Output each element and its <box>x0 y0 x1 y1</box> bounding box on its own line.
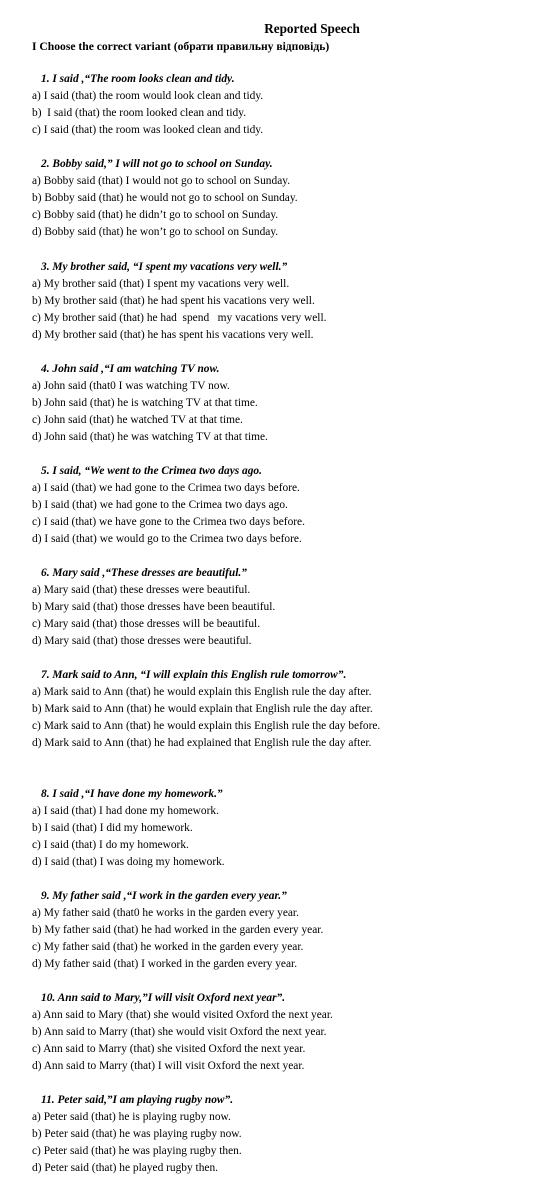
instruction-heading: I Choose the correct variant (обрати правильну відповідь) <box>32 40 330 53</box>
option-c: c) I said (that) the room was looked clean and tidy. <box>32 124 264 136</box>
option-a: a) Bobby said (that) I would not go to school on Sunday. <box>32 175 291 187</box>
question-stem: 5. I said, “We went to the Crimea two days ago. <box>41 465 262 477</box>
option-b: b) Mary said (that) those dresses have been beautiful. <box>32 601 276 613</box>
option-d: d) Bobby said (that) he won’t go to school on Sunday. <box>32 226 279 238</box>
option-d: d) My brother said (that) he has spent his vacations very well. <box>32 329 314 341</box>
option-d: d) Mary said (that) those dresses were beautiful. <box>32 635 252 647</box>
option-c: c) I said (that) I do my homework. <box>32 839 189 851</box>
option-c: c) My brother said (that) he had spend my vacations very well. <box>32 312 327 324</box>
option-a: a) John said (that0 I was watching TV now. <box>32 380 230 392</box>
option-d: d) John said (that) he was watching TV at that time. <box>32 431 268 443</box>
option-a: a) Mary said (that) these dresses were beautiful. <box>32 584 251 596</box>
option-a: a) My father said (that0 he works in the garden every year. <box>32 907 299 919</box>
option-b: b) My brother said (that) he had spent his vacations very well. <box>32 295 315 307</box>
option-d: d) My father said (that) I worked in the garden every year. <box>32 958 298 970</box>
page-title: Reported Speech <box>264 21 360 36</box>
option-b: b) I said (that) we had gone to the Crimea two days ago. <box>32 499 288 511</box>
option-b: b) I said (that) the room looked clean and tidy. <box>32 107 247 119</box>
option-d: d) Ann said to Marry (that) I will visit Oxford the next year. <box>32 1060 305 1072</box>
option-a: a) Mark said to Ann (that) he would explain this English rule the day after. <box>32 686 372 698</box>
question-stem: 8. I said ,“I have done my homework.” <box>41 788 223 800</box>
option-b: b) I said (that) I did my homework. <box>32 822 193 834</box>
option-d: d) I said (that) we would go to the Crimea two days before. <box>32 533 302 545</box>
option-c: c) John said (that) he watched TV at that time. <box>32 414 243 426</box>
option-c: c) My father said (that) he worked in the garden every year. <box>32 941 304 953</box>
question-stem: 6. Mary said ,“These dresses are beautiful.” <box>41 567 247 579</box>
question-stem: 7. Mark said to Ann, “I will explain this English rule tomorrow”. <box>41 669 347 681</box>
option-b: b) My father said (that) he had worked in the garden every year. <box>32 924 324 936</box>
option-a: a) Peter said (that) he is playing rugby now. <box>32 1111 231 1123</box>
option-b: b) Peter said (that) he was playing rugby now. <box>32 1128 242 1140</box>
option-b: b) John said (that) he is watching TV at that time. <box>32 397 258 409</box>
option-c: c) Mark said to Ann (that) he would explain this English rule the day before. <box>32 720 381 732</box>
option-a: a) Ann said to Mary (that) she would visited Oxford the next year. <box>32 1009 333 1021</box>
option-d: d) Peter said (that) he played rugby then. <box>32 1162 218 1174</box>
question-stem: 11. Peter said,”I am playing rugby now”. <box>41 1094 234 1106</box>
option-d: d) I said (that) I was doing my homework. <box>32 856 225 868</box>
option-d: d) Mark said to Ann (that) he had explained that English rule the day after. <box>32 737 372 749</box>
option-c: c) Ann said to Marry (that) she visited Oxford the next year. <box>32 1043 306 1055</box>
question-stem: 10. Ann said to Mary,”I will visit Oxford next year”. <box>41 992 286 1004</box>
option-a: a) I said (that) I had done my homework. <box>32 805 219 817</box>
option-c: c) Bobby said (that) he didn’t go to school on Sunday. <box>32 209 279 221</box>
option-a: a) My brother said (that) I spent my vacations very well. <box>32 278 290 290</box>
option-a: a) I said (that) we had gone to the Crimea two days before. <box>32 482 300 494</box>
option-b: b) Mark said to Ann (that) he would explain that English rule the day after. <box>32 703 373 715</box>
option-c: c) I said (that) we have gone to the Crimea two days before. <box>32 516 305 528</box>
option-b: b) Bobby said (that) he would not go to school on Sunday. <box>32 192 298 204</box>
question-stem: 2. Bobby said,” I will not go to school on Sunday. <box>41 158 273 170</box>
question-stem: 9. My father said ,“I work in the garden every year.” <box>41 890 287 902</box>
question-stem: 1. I said ,“The room looks clean and tidy. <box>41 73 235 85</box>
question-stem: 4. John said ,“I am watching TV now. <box>41 363 220 375</box>
option-a: a) I said (that) the room would look clean and tidy. <box>32 90 264 102</box>
question-stem: 3. My brother said, “I spent my vacations very well.” <box>41 261 288 273</box>
option-c: c) Mary said (that) those dresses will be beautiful. <box>32 618 261 630</box>
option-c: c) Peter said (that) he was playing rugby then. <box>32 1145 242 1157</box>
option-b: b) Ann said to Marry (that) she would visit Oxford the next year. <box>32 1026 327 1038</box>
